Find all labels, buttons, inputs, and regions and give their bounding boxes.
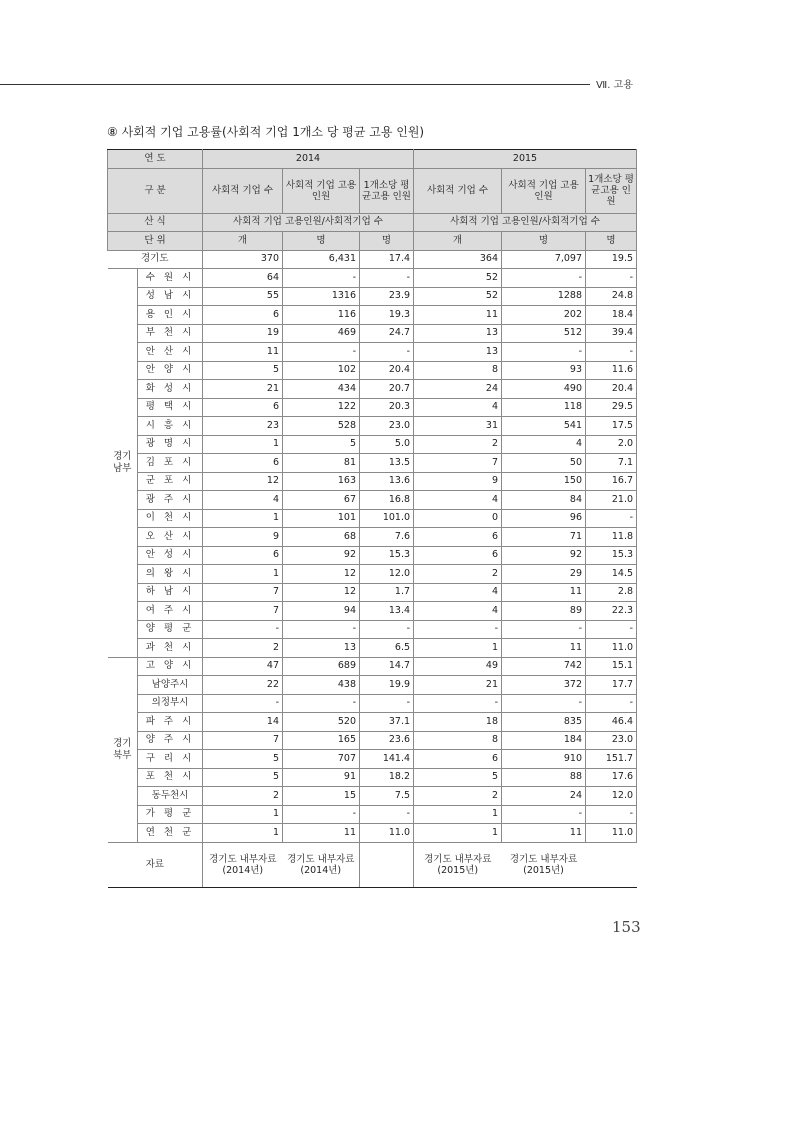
data-cell: - [283,620,360,639]
source-cell [360,842,414,887]
data-cell: 49 [414,657,502,676]
city-name: 성 남 시 [138,287,203,306]
source-row [108,842,637,887]
data-cell: 2 [414,787,502,806]
data-cell: 21 [203,380,283,399]
data-cell: 5 [203,361,283,380]
data-cell: 118 [502,398,586,417]
data-cell: 1 [203,435,283,454]
data-cell: 19.5 [586,250,637,269]
data-cell: 165 [283,731,360,750]
year-header-row [108,150,637,169]
category-label: 구 분 [108,168,203,213]
year-2014: 2014 [203,150,414,169]
data-cell: 13 [414,324,502,343]
page-number: 153 [612,918,641,936]
data-cell: - [586,343,637,362]
data-cell: 520 [283,713,360,732]
data-cell: 14 [203,713,283,732]
source-cell: 경기도 내부자료 (2015년) [414,842,502,887]
data-cell: 2 [414,435,502,454]
data-cell: 11.0 [586,639,637,658]
data-cell: - [283,269,360,288]
data-cell: 19.9 [360,676,414,695]
formula-row [108,213,637,232]
data-cell: - [586,509,637,528]
data-cell: 24 [414,380,502,399]
data-cell: - [586,620,637,639]
data-cell: 16.7 [586,472,637,491]
data-cell: 1 [414,824,502,843]
data-cell: 15.1 [586,657,637,676]
city-name: 하 남 시 [138,583,203,602]
data-cell: 81 [283,454,360,473]
data-cell: 13 [283,639,360,658]
data-cell: 2.0 [586,435,637,454]
data-cell: 5 [414,768,502,787]
data-cell: 15.3 [360,546,414,565]
data-cell: - [586,694,637,713]
data-cell: 24 [502,787,586,806]
data-cell: 23.9 [360,287,414,306]
data-cell: - [502,620,586,639]
data-cell: 6 [414,750,502,769]
source-cell: 경기도 내부자료 (2015년) [502,842,586,887]
data-cell: 7 [414,454,502,473]
data-cell: 116 [283,306,360,325]
city-name: 파 주 시 [138,713,203,732]
table-row [108,528,637,547]
table-row [108,713,637,732]
data-cell: 11 [414,306,502,325]
table-row [108,417,637,436]
year-2015: 2015 [414,150,637,169]
data-cell: 68 [283,528,360,547]
table-row [108,380,637,399]
data-cell: - [360,694,414,713]
total-label: 경기도 [108,250,203,269]
data-cell: 7 [203,731,283,750]
table-row [108,472,637,491]
col-header: 사회적 기업 고용인원 [283,168,360,213]
formula-2015: 사회적 기업 고용인원/사회적기업 수 [414,213,637,232]
data-cell: 91 [283,768,360,787]
year-label: 연 도 [108,150,203,169]
city-name: 광 주 시 [138,491,203,510]
data-cell: - [283,343,360,362]
col-header: 1개소당 평균고용 인원 [360,168,414,213]
unit-row [108,232,637,251]
data-cell: 7.5 [360,787,414,806]
data-cell: 15 [283,787,360,806]
city-name: 광 명 시 [138,435,203,454]
table-row [108,768,637,787]
table-row [108,269,637,288]
data-cell: 47 [203,657,283,676]
data-cell: 11.0 [360,824,414,843]
data-cell: 13.6 [360,472,414,491]
data-cell: 151.7 [586,750,637,769]
city-name: 의정부시 [138,694,203,713]
data-cell: 1 [203,824,283,843]
employment-table [107,149,637,888]
table-row [108,509,637,528]
data-cell: 4 [414,491,502,510]
data-cell: 88 [502,768,586,787]
data-cell: 20.3 [360,398,414,417]
data-cell: 4 [414,602,502,621]
data-cell: 11 [502,583,586,602]
city-name: 포 천 시 [138,768,203,787]
source-cell: 경기도 내부자료 (2014년) [283,842,360,887]
city-name: 양 평 군 [138,620,203,639]
unit-label: 단 위 [108,232,203,251]
data-cell: 6 [203,398,283,417]
data-cell: 20.7 [360,380,414,399]
table-row [108,676,637,695]
data-cell: 17.4 [360,250,414,269]
data-cell: 434 [283,380,360,399]
data-cell: 202 [502,306,586,325]
table-row [108,324,637,343]
table-row [108,583,637,602]
data-cell: 14.7 [360,657,414,676]
table-row [108,546,637,565]
data-cell: 11 [502,824,586,843]
data-cell: 1 [414,805,502,824]
data-cell: 16.8 [360,491,414,510]
data-cell: 31 [414,417,502,436]
table-row [108,657,637,676]
data-cell: 438 [283,676,360,695]
data-cell: 490 [502,380,586,399]
city-name: 의 왕 시 [138,565,203,584]
data-cell: 29 [502,565,586,584]
data-cell: 5.0 [360,435,414,454]
source-cell [586,842,637,887]
data-cell: 5 [283,435,360,454]
data-cell: - [283,805,360,824]
city-name: 연 천 군 [138,824,203,843]
data-cell: 0 [414,509,502,528]
data-cell: 2 [203,639,283,658]
city-name: 군 포 시 [138,472,203,491]
data-cell: 18 [414,713,502,732]
table-row [108,824,637,843]
data-cell: - [203,694,283,713]
data-cell: 46.4 [586,713,637,732]
city-name: 안 성 시 [138,546,203,565]
data-cell: 92 [502,546,586,565]
data-cell: 39.4 [586,324,637,343]
data-cell: - [360,620,414,639]
data-cell: 55 [203,287,283,306]
data-cell: 1 [414,639,502,658]
data-cell: 12 [203,472,283,491]
data-cell: 7.1 [586,454,637,473]
data-cell: 9 [414,472,502,491]
data-cell: 94 [283,602,360,621]
data-cell: 372 [502,676,586,695]
data-cell: 1288 [502,287,586,306]
data-cell: 20.4 [360,361,414,380]
data-cell: 19 [203,324,283,343]
table-row [108,398,637,417]
data-cell: 8 [414,361,502,380]
data-cell: 21.0 [586,491,637,510]
city-name: 고 양 시 [138,657,203,676]
city-name: 시 흥 시 [138,417,203,436]
column-header-row [108,168,637,213]
data-cell: 23.0 [586,731,637,750]
data-cell: 101.0 [360,509,414,528]
table-row [108,787,637,806]
city-name: 오 산 시 [138,528,203,547]
city-name: 수 원 시 [138,269,203,288]
col-header: 1개소당 평균고용 인원 [586,168,637,213]
data-cell: 13 [414,343,502,362]
data-cell: 370 [203,250,283,269]
table-row [108,343,637,362]
data-cell: 23.0 [360,417,414,436]
data-cell: 742 [502,657,586,676]
data-cell: 20.4 [586,380,637,399]
data-cell: 541 [502,417,586,436]
city-name: 김 포 시 [138,454,203,473]
data-cell: 4 [414,583,502,602]
data-cell: 2 [203,787,283,806]
data-cell: 64 [203,269,283,288]
data-cell: 17.6 [586,768,637,787]
data-cell: 163 [283,472,360,491]
city-name: 동두천시 [138,787,203,806]
data-cell: 512 [502,324,586,343]
data-cell: 364 [414,250,502,269]
data-cell: 689 [283,657,360,676]
chapter-label: Ⅶ. 고용 [596,80,633,91]
data-cell: 7 [203,583,283,602]
city-name: 남양주시 [138,676,203,695]
data-cell: 18.2 [360,768,414,787]
data-cell: 6 [203,454,283,473]
data-cell: 17.7 [586,676,637,695]
data-cell: 11.0 [586,824,637,843]
data-cell: - [414,620,502,639]
city-name: 평 택 시 [138,398,203,417]
data-cell: 910 [502,750,586,769]
data-cell: 6 [414,546,502,565]
data-cell: 1 [203,565,283,584]
table-row [108,639,637,658]
data-cell: 89 [502,602,586,621]
table-row [108,731,637,750]
table-row [108,491,637,510]
col-header: 사회적 기업 수 [414,168,502,213]
data-cell: 5 [203,750,283,769]
unit-cell: 명 [502,232,586,251]
city-name: 과 천 시 [138,639,203,658]
data-cell: 13.5 [360,454,414,473]
data-cell: 184 [502,731,586,750]
source-cell: 경기도 내부자료 (2014년) [203,842,283,887]
table-row [108,694,637,713]
data-cell: 101 [283,509,360,528]
data-cell: 18.4 [586,306,637,325]
data-cell: - [502,694,586,713]
data-cell: 22.3 [586,602,637,621]
data-cell: - [502,269,586,288]
table-row [108,750,637,769]
table-title: ⑧ 사회적 기업 고용률(사회적 기업 1개소 당 평균 고용 인원) [107,125,425,139]
data-cell: 150 [502,472,586,491]
city-name: 부 천 시 [138,324,203,343]
data-cell: 12.0 [586,787,637,806]
table-row [108,435,637,454]
data-cell: 21 [414,676,502,695]
data-cell: 12.0 [360,565,414,584]
formula-label: 산 식 [108,213,203,232]
table-row [108,361,637,380]
col-header: 사회적 기업 고용인원 [502,168,586,213]
formula-2014: 사회적 기업 고용인원/사회적기업 수 [203,213,414,232]
data-cell: 11 [502,639,586,658]
table-row [108,620,637,639]
data-cell: 6.5 [360,639,414,658]
city-name: 여 주 시 [138,602,203,621]
city-name: 안 산 시 [138,343,203,362]
data-cell: 7 [203,602,283,621]
data-cell: 67 [283,491,360,510]
data-cell: 96 [502,509,586,528]
data-cell: 1316 [283,287,360,306]
data-cell: 5 [203,768,283,787]
data-cell: 50 [502,454,586,473]
data-cell: 15.3 [586,546,637,565]
data-cell: 22 [203,676,283,695]
table-row [108,287,637,306]
city-name: 가 평 군 [138,805,203,824]
data-cell: 4 [203,491,283,510]
data-cell: 141.4 [360,750,414,769]
data-cell: 1 [203,805,283,824]
table-row [108,565,637,584]
data-cell: 12 [283,565,360,584]
data-cell: 11.6 [586,361,637,380]
data-cell: 9 [203,528,283,547]
data-cell: 7.6 [360,528,414,547]
data-cell: 92 [283,546,360,565]
data-cell: 11 [283,824,360,843]
data-cell: 19.3 [360,306,414,325]
data-cell: 23.6 [360,731,414,750]
data-cell: 37.1 [360,713,414,732]
data-cell: 707 [283,750,360,769]
data-cell: - [414,694,502,713]
data-cell: - [360,805,414,824]
data-cell: 14.5 [586,565,637,584]
data-cell: 2.8 [586,583,637,602]
data-cell: 528 [283,417,360,436]
city-name: 용 인 시 [138,306,203,325]
data-cell: - [502,805,586,824]
data-cell: 24.8 [586,287,637,306]
data-cell: 17.5 [586,417,637,436]
data-cell: 11 [203,343,283,362]
data-cell: 52 [414,269,502,288]
table-row [108,454,637,473]
data-cell: 2 [414,565,502,584]
data-cell: 1.7 [360,583,414,602]
data-cell: 7,097 [502,250,586,269]
city-name: 안 양 시 [138,361,203,380]
city-name: 이 천 시 [138,509,203,528]
data-cell: - [586,805,637,824]
data-cell: 102 [283,361,360,380]
data-cell: 12 [283,583,360,602]
unit-cell: 명 [283,232,360,251]
total-row [108,250,637,269]
source-label: 자료 [108,842,203,887]
data-cell: 835 [502,713,586,732]
city-name: 화 성 시 [138,380,203,399]
data-cell: - [360,343,414,362]
data-cell: 6 [203,546,283,565]
data-cell: 52 [414,287,502,306]
region-label: 경기 남부 [108,269,138,658]
data-cell: - [586,269,637,288]
city-name: 양 주 시 [138,731,203,750]
data-cell: 11.8 [586,528,637,547]
data-cell: 24.7 [360,324,414,343]
unit-cell: 개 [414,232,502,251]
data-cell: 122 [283,398,360,417]
data-cell: 6 [414,528,502,547]
table-row [108,805,637,824]
data-cell: - [203,620,283,639]
city-name: 구 리 시 [138,750,203,769]
data-cell: 1 [203,509,283,528]
data-cell: - [360,269,414,288]
data-cell: 71 [502,528,586,547]
col-header: 사회적 기업 수 [203,168,283,213]
data-cell: 8 [414,731,502,750]
data-cell: - [502,343,586,362]
data-cell: 29.5 [586,398,637,417]
unit-cell: 명 [360,232,414,251]
data-cell: 13.4 [360,602,414,621]
data-cell: 23 [203,417,283,436]
table-row [108,602,637,621]
data-cell: 469 [283,324,360,343]
data-cell: 6,431 [283,250,360,269]
data-cell: 4 [414,398,502,417]
data-cell: 6 [203,306,283,325]
table-row [108,306,637,325]
unit-cell: 개 [203,232,283,251]
header-rule [0,84,590,85]
unit-cell: 명 [586,232,637,251]
data-cell: - [283,694,360,713]
data-cell: 93 [502,361,586,380]
region-label: 경기 북부 [108,657,138,842]
data-cell: 4 [502,435,586,454]
data-cell: 84 [502,491,586,510]
